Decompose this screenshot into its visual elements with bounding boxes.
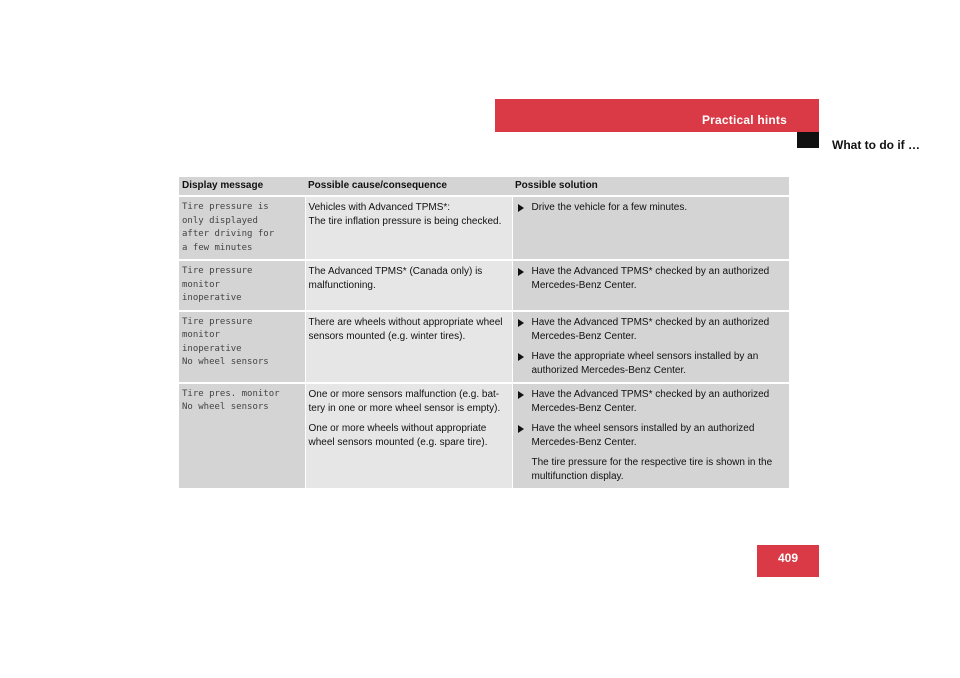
message-line: inoperative	[182, 343, 242, 354]
message-line: monitor	[182, 330, 220, 340]
column-header-display-message: Display message	[179, 177, 305, 196]
cause-cell	[305, 311, 512, 383]
arrow-bullet-icon	[518, 268, 524, 276]
page-number-badge	[757, 545, 819, 577]
message-line: only displayed	[182, 215, 258, 226]
table-row	[179, 383, 789, 489]
cause-cell	[305, 260, 512, 311]
display-message-cell	[179, 383, 305, 489]
column-header-possible-cause: Possible cause/consequence	[305, 177, 512, 196]
column-header-possible-solution: Possible solution	[512, 177, 789, 196]
message-line: No wheel sensors	[182, 357, 269, 367]
solution-cell	[512, 383, 789, 489]
solution-step: Have the Advanced TPMS* checked by an authorized Mercedes-Benz Center.	[516, 316, 787, 344]
subsection-title: What to do if …	[832, 138, 920, 152]
message-line: Tire pressure is	[182, 202, 269, 212]
solution-step: Have the Advanced TPMS* checked by an authorized Mercedes-Benz Center.	[516, 388, 787, 416]
section-title: Practical hints	[701, 113, 787, 127]
display-message-cell	[179, 260, 305, 311]
message-line: Tire pressure	[182, 316, 253, 327]
message-line: No wheel sensors	[182, 402, 269, 412]
cause-text: The tire inflation pressure is being checked.	[308, 216, 502, 227]
solution-step: Drive the vehicle for a few minutes.	[516, 201, 787, 215]
arrow-bullet-icon	[518, 204, 524, 212]
message-line: monitor	[182, 279, 220, 290]
solution-cell	[512, 260, 789, 311]
solution-cell	[512, 311, 789, 383]
cause-cell	[305, 383, 512, 489]
display-message-table	[179, 177, 789, 490]
solution-step: Have the appropriate wheel sensors installed by an authorized Mercedes-Benz Center.	[516, 350, 787, 378]
cause-text: One or more wheels without appropriate wheel sensors mounted (e.g. spare tire).	[308, 422, 488, 448]
table-row	[179, 260, 789, 311]
arrow-bullet-icon	[518, 353, 524, 361]
message-line: inoperative	[182, 293, 242, 303]
cause-text: There are wheels without appropriate wheel sensors mounted (e.g. winter tires).	[308, 316, 503, 342]
message-line: Tire pres. monitor	[182, 388, 280, 399]
table-row	[179, 311, 789, 383]
message-line: a few minutes	[182, 242, 253, 253]
solution-note: The tire pressure for the respective tire is shown in the multifunction display.	[531, 456, 773, 482]
solution-step: Have the Advanced TPMS* checked by an authorized Mercedes-Benz Center.	[516, 265, 787, 293]
arrow-bullet-icon	[518, 425, 524, 433]
cause-cell	[305, 196, 512, 260]
cause-text: The Advanced TPMS* (Canada only) is malfunctioning.	[308, 266, 483, 291]
table-header-row	[179, 177, 789, 196]
section-header-band	[495, 99, 819, 132]
message-line: after driving for	[182, 229, 275, 239]
arrow-bullet-icon	[518, 319, 524, 327]
section-tab-marker	[797, 132, 819, 148]
message-line: Tire pressure	[182, 266, 253, 276]
table-row	[179, 196, 789, 260]
arrow-bullet-icon	[518, 391, 524, 399]
display-message-cell	[179, 196, 305, 260]
solution-step: Have the wheel sensors installed by an authorized Mercedes-Benz Center.	[516, 422, 787, 450]
solution-cell	[512, 196, 789, 260]
cause-text: Vehicles with Advanced TPMS*:	[308, 202, 451, 213]
page-number: 409	[777, 551, 799, 565]
cause-text: One or more sensors malfunction (e.g. bat-tery in one or more wheel sensor is empty).	[308, 388, 501, 414]
display-message-cell	[179, 311, 305, 383]
